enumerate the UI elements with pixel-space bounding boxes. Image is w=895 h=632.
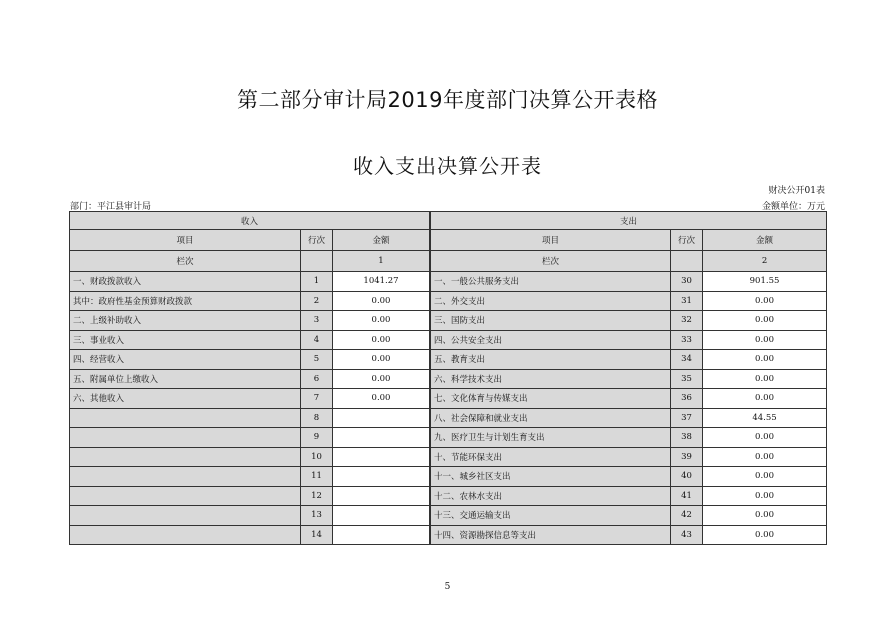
income-item-cell [70,486,301,506]
form-code: 财决公开01表 [768,186,825,196]
income-item-cell: 三、事业收入 [70,330,301,350]
income-amount-cell [333,486,430,506]
income-line-cell: 6 [301,369,333,389]
income-line-cell: 2 [301,291,333,311]
expense-line-cell: 42 [671,506,703,526]
income-item-cell [70,467,301,487]
expense-col-number: 2 [703,251,827,272]
income-amount-cell: 0.00 [333,389,430,409]
income-amount-cell [333,447,430,467]
expense-line-cell: 35 [671,369,703,389]
income-line-cell: 5 [301,350,333,370]
income-amount-cell [333,467,430,487]
income-line-cell: 9 [301,428,333,448]
page-number: 5 [444,582,451,592]
income-amount-cell [333,506,430,526]
expense-amount-cell: 0.00 [703,389,827,409]
expense-amount-cell: 0.00 [703,330,827,350]
income-line-col-header: 行次 [301,230,333,251]
expense-item-col-header: 项目 [431,230,671,251]
income-item-col-header: 项目 [70,230,301,251]
income-amount-cell: 0.00 [333,311,430,331]
income-line-cell: 10 [301,447,333,467]
income-item-cell: 二、上级补助收入 [70,311,301,331]
table-row [70,350,827,370]
expense-item-cell: 十二、农林水支出 [431,486,671,506]
income-item-cell: 四、经营收入 [70,350,301,370]
income-item-cell [70,525,301,545]
income-item-cell [70,447,301,467]
table-row [70,428,827,448]
expense-amount-cell: 0.00 [703,350,827,370]
expense-line-cell: 39 [671,447,703,467]
income-item-cell [70,408,301,428]
expense-line-cell: 33 [671,330,703,350]
expense-amount-cell: 0.00 [703,428,827,448]
expense-line-cell: 32 [671,311,703,331]
income-amount-cell: 0.00 [333,291,430,311]
income-item-cell [70,506,301,526]
expense-amount-cell: 0.00 [703,291,827,311]
expense-item-cell: 十四、资源勘探信息等支出 [431,525,671,545]
income-amount-cell: 0.00 [333,350,430,370]
expense-item-cell: 三、国防支出 [431,311,671,331]
expense-item-cell: 十、节能环保支出 [431,447,671,467]
income-amount-col-header: 金额 [333,230,430,251]
income-amount-cell: 0.00 [333,369,430,389]
expense-lanci-label: 栏次 [431,251,671,272]
expense-line-cell: 41 [671,486,703,506]
expense-item-cell: 七、文化体育与传媒支出 [431,389,671,409]
expense-amount-cell: 0.00 [703,506,827,526]
expense-amount-cell: 0.00 [703,369,827,389]
expense-item-cell: 四、公共安全支出 [431,330,671,350]
table-row [70,525,827,545]
expense-item-cell: 二、外交支出 [431,291,671,311]
income-amount-cell [333,408,430,428]
income-lanci-label: 栏次 [70,251,301,272]
expense-line-cell: 43 [671,525,703,545]
income-line-cell: 14 [301,525,333,545]
income-amount-cell: 1041.27 [333,272,430,292]
expense-amount-cell: 901.55 [703,272,827,292]
expense-line-cell: 40 [671,467,703,487]
income-item-cell: 五、附属单位上缴收入 [70,369,301,389]
income-expense-table [69,211,827,545]
expense-line-col-header: 行次 [671,230,703,251]
income-item-cell [70,428,301,448]
expense-amount-cell: 0.00 [703,467,827,487]
expense-item-cell: 八、社会保障和就业支出 [431,408,671,428]
income-item-cell: 其中：政府性基金预算财政拨款 [70,291,301,311]
unit-label: 金额单位：万元 [761,202,825,212]
expense-amount-cell: 44.55 [703,408,827,428]
income-col-number: 1 [333,251,430,272]
expense-amount-cell: 0.00 [703,525,827,545]
table-row [70,272,827,292]
expense-item-cell: 十一、城乡社区支出 [431,467,671,487]
income-amount-cell [333,525,430,545]
table-row [70,389,827,409]
expense-item-cell: 一、一般公共服务支出 [431,272,671,292]
income-amount-cell: 0.00 [333,330,430,350]
expense-amount-cell: 0.00 [703,311,827,331]
expense-amount-col-header: 金额 [703,230,827,251]
income-item-cell: 六、其他收入 [70,389,301,409]
page-title: 第二部分审计局2019年度部门决算公开表格 [237,88,658,112]
expense-header: 支出 [431,212,827,230]
table-row [70,408,827,428]
income-line-cell: 7 [301,389,333,409]
expense-item-cell: 六、科学技术支出 [431,369,671,389]
income-line-cell: 8 [301,408,333,428]
expense-line-cell: 38 [671,428,703,448]
table-title: 收入支出决算公开表 [353,154,542,178]
expense-line-cell: 36 [671,389,703,409]
expense-line-cell: 31 [671,291,703,311]
income-amount-cell [333,428,430,448]
expense-amount-cell: 0.00 [703,447,827,467]
department-label: 部门：平江县审计局 [70,202,152,212]
table-row [70,467,827,487]
table-row [70,447,827,467]
income-line-cell: 3 [301,311,333,331]
table-row [70,330,827,350]
expense-line-cell: 37 [671,408,703,428]
income-item-cell: 一、财政拨款收入 [70,272,301,292]
income-line-cell: 4 [301,330,333,350]
expense-line-cell: 30 [671,272,703,292]
table-row [70,311,827,331]
table-row [70,369,827,389]
expense-item-cell: 十三、交通运输支出 [431,506,671,526]
income-line-cell: 1 [301,272,333,292]
expense-item-cell: 五、教育支出 [431,350,671,370]
table-row [70,486,827,506]
income-line-cell: 12 [301,486,333,506]
table-row [70,291,827,311]
expense-amount-cell: 0.00 [703,486,827,506]
expense-item-cell: 九、医疗卫生与计划生育支出 [431,428,671,448]
table-row [70,506,827,526]
income-header: 收入 [70,212,430,230]
income-line-cell: 13 [301,506,333,526]
income-line-cell: 11 [301,467,333,487]
expense-line-cell: 34 [671,350,703,370]
